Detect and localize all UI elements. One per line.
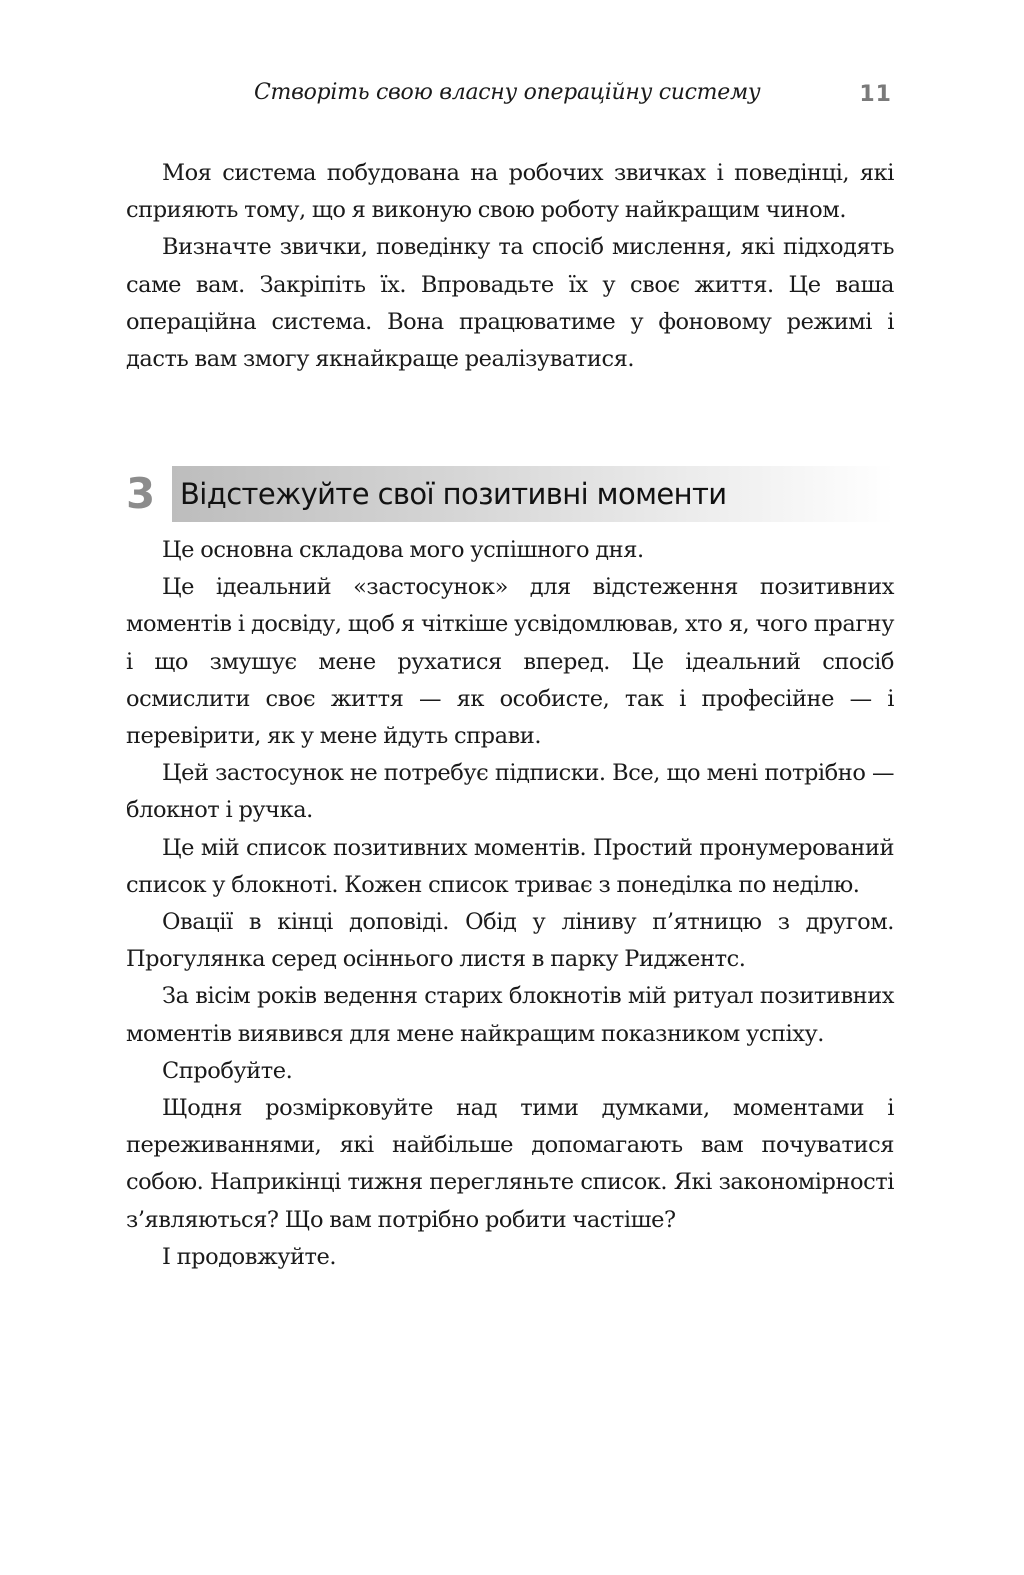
- paragraph: Спробуйте.: [162, 1057, 293, 1084]
- paragraph: Визначте звички, поведінку та спосіб мислення, які підходять саме вам. Закріпіть їх. Впровадьте їх у своє життя. Це ваша операційна система. Вона працюватиме у фоновому режимі і дасть вам змогу якнайкраще реалізуватися.: [126, 234, 894, 373]
- paragraph: Це основна складова мого успішного дня.: [162, 537, 644, 563]
- paragraph: Це ідеальний «застосунок» для відстеження позитивних моментів і досвіду, щоб я чіткіше усвідомлював, хто я, чого прагну і що змушує мене рухатися вперед. Це ідеальний спосіб осмислити своє життя — як особисте, так і професійне — і перевірити, як у мене йдуть справи.: [126, 574, 894, 750]
- paragraph: І продовжуйте.: [162, 1243, 337, 1270]
- paragraph: Моя система побудована на робочих звичках і поведінці, які сприяють тому, що я виконую свою роботу найкращим чином.: [126, 160, 894, 224]
- paragraph: Цей застосунок не потребує підписки. Все, що мені потрібно — блокнот і ручка.: [126, 760, 894, 824]
- running-header: [126, 80, 894, 116]
- running-title: Створіть свою власну операційну систему: [254, 80, 761, 105]
- paragraph: Щодня розмірковуйте над тими думками, моментами і переживаннями, які найбільше допомагають вам почуватися собою. Наприкінці тижня перегляньте список. Які закономірності з’являються? Що вам потрібно робити частіше?: [126, 1095, 894, 1233]
- page-number: 11: [859, 82, 892, 107]
- paragraph: Це мій список позитивних моментів. Простий пронумерований список у блокноті. Кожен список триває з понеділка по неділю.: [126, 834, 894, 898]
- paragraph: Овації в кінці доповіді. Обід у ліниву п’ятницю з другом. Прогулянка серед осіннього листя в парку Риджентс.: [126, 909, 894, 973]
- section-body: [126, 532, 894, 1276]
- intro-text: [126, 155, 894, 378]
- section-heading: [126, 466, 894, 522]
- section-number: 3: [126, 469, 156, 518]
- section-title: Відстежуйте свої позитивні моменти: [180, 477, 727, 511]
- paragraph: За вісім років ведення старих блокнотів мій ритуал позитивних моментів виявився для мене найкращим показником успіху.: [126, 983, 894, 1047]
